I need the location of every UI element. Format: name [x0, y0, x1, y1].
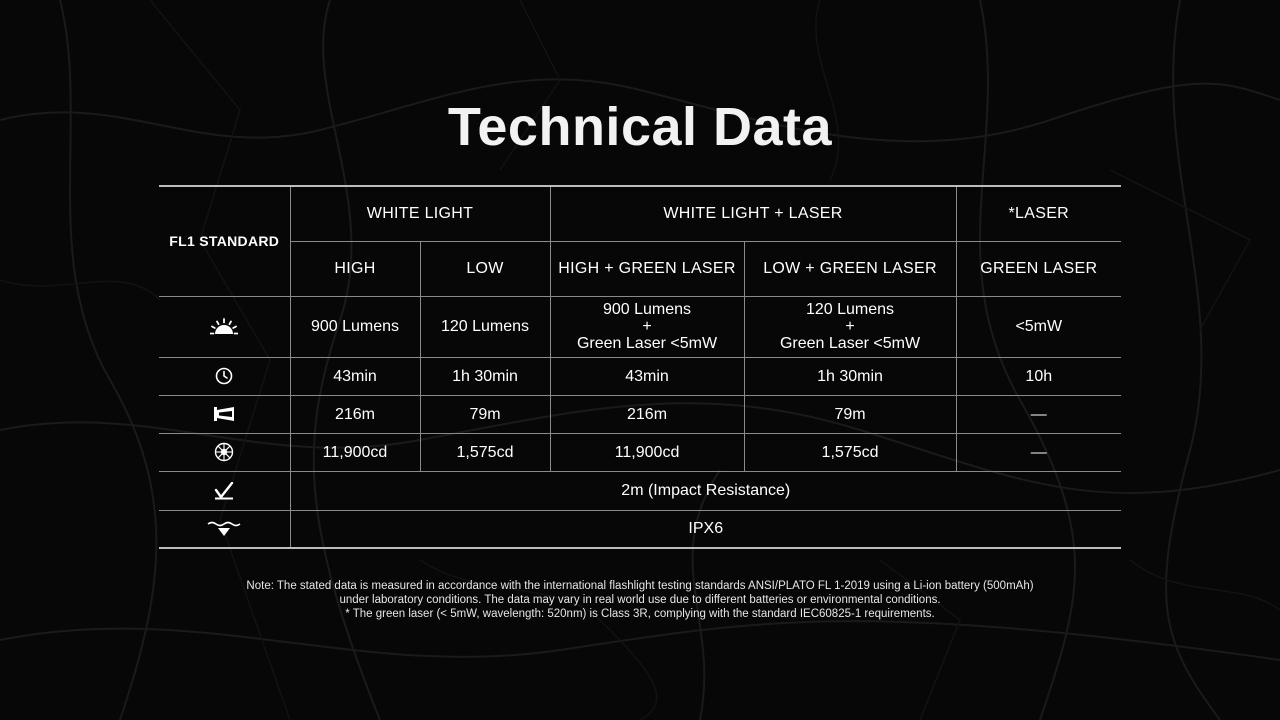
mode-low-green-laser: LOW + GREEN LASER [744, 241, 956, 296]
header-row-modes [159, 241, 1121, 296]
intensity-high: 11,900cd [290, 433, 420, 471]
water-resistance-value: IPX6 [290, 510, 1121, 548]
runtime-icon-cell [159, 357, 290, 395]
runtime-high: 43min [290, 357, 420, 395]
table-row-waterproof [159, 510, 1121, 548]
output-high: 900 Lumens [290, 296, 420, 357]
group-white-light-laser: WHITE LIGHT + LASER [550, 186, 956, 241]
output-line: Green Laser <5mW [576, 335, 718, 352]
beam-distance-icon [213, 406, 235, 422]
output-low: 120 Lumens [420, 296, 550, 357]
footnote-line: * The green laser (< 5mW, wavelength: 520nm) is Class 3R, complying with the standard IEC60825-1 requirements. [345, 608, 935, 620]
intensity-low-green-laser: 1,575cd [744, 433, 956, 471]
table-row-impact [159, 471, 1121, 510]
output-line: + [642, 318, 652, 335]
table-row-output [159, 296, 1121, 357]
intensity-icon-cell [159, 433, 290, 471]
intensity-low: 1,575cd [420, 433, 550, 471]
output-line: + [845, 318, 855, 335]
output-icon-cell [159, 296, 290, 357]
distance-high-green-laser: 216m [550, 395, 744, 433]
table-row-runtime [159, 357, 1121, 395]
table-row-peak-intensity [159, 433, 1121, 471]
group-white-light: WHITE LIGHT [290, 186, 550, 241]
output-line: 120 Lumens [805, 301, 895, 318]
impact-resistance-value: 2m (Impact Resistance) [290, 471, 1121, 510]
distance-green-laser: — [956, 395, 1121, 433]
distance-high: 216m [290, 395, 420, 433]
group-laser: *LASER [956, 186, 1121, 241]
runtime-low: 1h 30min [420, 357, 550, 395]
output-green-laser: <5mW [956, 296, 1121, 357]
impact-resistance-icon [214, 482, 234, 500]
mode-green-laser: GREEN LASER [956, 241, 1121, 296]
distance-low-green-laser: 79m [744, 395, 956, 433]
intensity-green-laser: — [956, 433, 1121, 471]
brightness-output-icon [210, 318, 238, 336]
water-resistance-icon [207, 521, 241, 537]
runtime-green-laser: 10h [956, 357, 1121, 395]
header-row-groups [159, 186, 1121, 241]
intensity-high-green-laser: 11,900cd [550, 433, 744, 471]
output-high-green-laser [550, 296, 744, 357]
spec-table [159, 185, 1121, 549]
table-row-beam-distance [159, 395, 1121, 433]
output-line: 900 Lumens [602, 301, 692, 318]
peak-intensity-icon [214, 442, 234, 462]
output-line: Green Laser <5mW [779, 335, 921, 352]
beam-distance-icon-cell [159, 395, 290, 433]
runtime-low-green-laser: 1h 30min [744, 357, 956, 395]
water-icon-cell [159, 510, 290, 548]
mode-low: LOW [420, 241, 550, 296]
mode-high-green-laser: HIGH + GREEN LASER [550, 241, 744, 296]
footnote [0, 579, 1280, 621]
runtime-high-green-laser: 43min [550, 357, 744, 395]
runtime-clock-icon [215, 367, 233, 385]
page-title: Technical Data [447, 97, 833, 157]
footnote-line: under laboratory conditions. The data may vary in real world use due to different batteries or environmental conditions. [339, 594, 941, 606]
output-low-green-laser [744, 296, 956, 357]
distance-low: 79m [420, 395, 550, 433]
standard-label: FL1 STANDARD [159, 186, 290, 296]
impact-icon-cell [159, 471, 290, 510]
footnote-line: Note: The stated data is measured in accordance with the international flashlight testing standards ANSI/PLATO FL 1-2019 using a Li-ion battery (500mAh) [246, 580, 1034, 592]
mode-high: HIGH [290, 241, 420, 296]
